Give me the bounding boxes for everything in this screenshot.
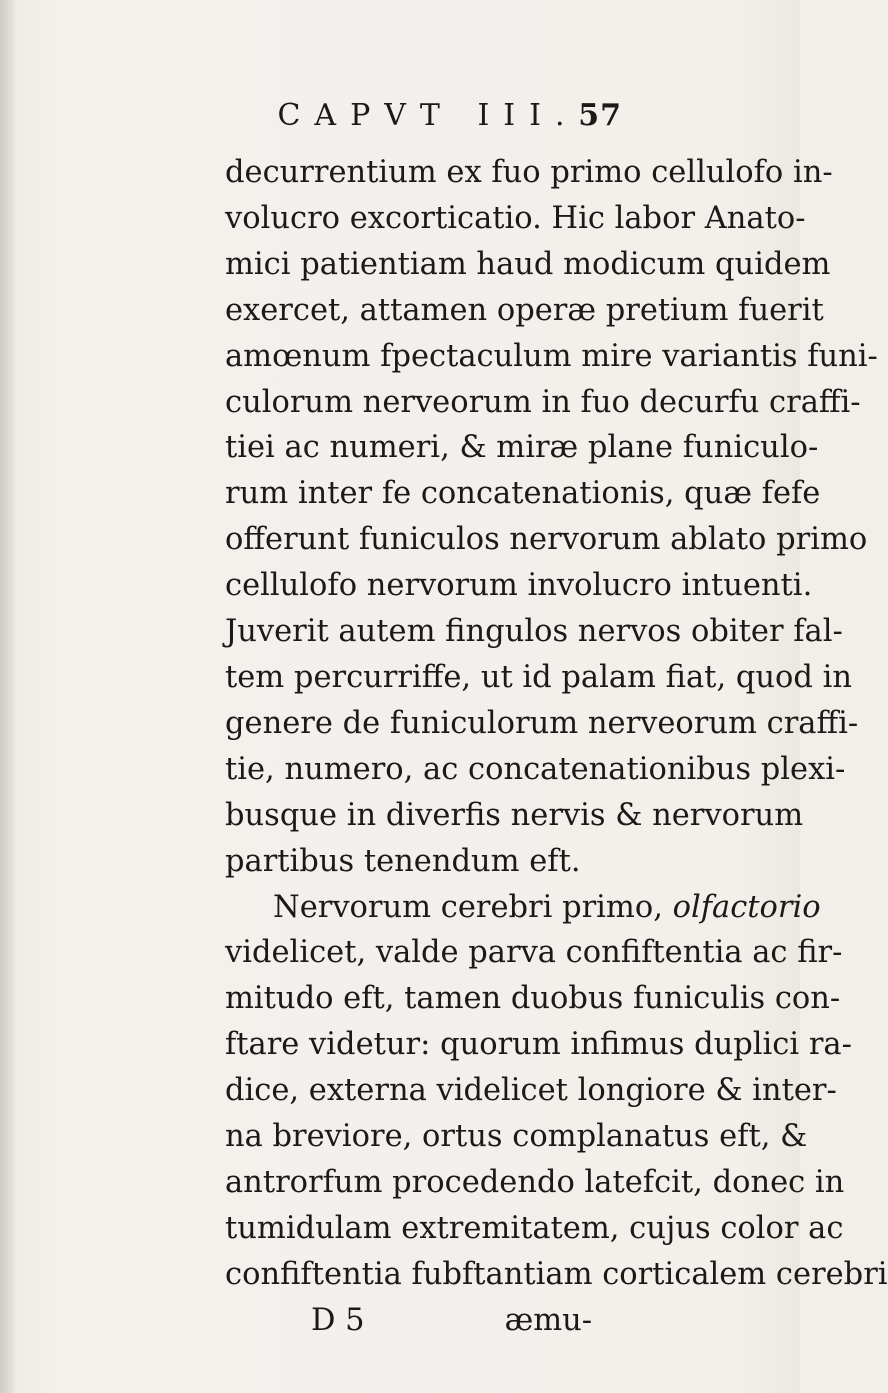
text-line: partibus tenendum eft.: [225, 843, 581, 879]
text-line: antrorfum procedendo latefcit, donec in: [225, 1164, 845, 1200]
signature-mark: D 5: [311, 1302, 365, 1338]
text-line: decurrentium ex fuo primo cellulofo in-: [225, 155, 833, 190]
text-line: tiei ac numeri, & miræ plane funiculo-: [225, 430, 819, 466]
paragraph-first-line: [225, 885, 821, 931]
text-line: na breviore, ortus complanatus eft, &: [225, 1119, 808, 1155]
text-line: tie, numero, ac concatenationibus plexi-: [225, 751, 846, 787]
text-line: exercet, attamen operæ pretium fuerit: [225, 292, 824, 328]
page-number: 57: [578, 98, 622, 133]
text-line: volucro excorticatio. Hic labor Anato-: [225, 200, 806, 236]
page-footer: [225, 1298, 705, 1344]
body-text: [225, 150, 888, 1344]
page-header: [0, 98, 800, 150]
text-line: dice, externa videlicet longiore & inter-: [225, 1073, 837, 1109]
text-line: offerunt funiculos nervorum ablato primo: [225, 522, 868, 558]
text-line: busque in diverfis nervis & nervorum: [225, 797, 804, 833]
running-head: CAPVT III.: [277, 98, 579, 133]
text-line: videlicet, valde parva confiftentia ac fir-: [225, 935, 843, 971]
text-line: rum inter fe concatenationis, quæ fefe: [225, 476, 821, 512]
text-line: confiftentia fubftantiam corticalem cerebri: [225, 1256, 888, 1292]
text-line: culorum nerveorum in fuo decurfu craffi-: [225, 384, 861, 420]
text-line: genere de funiculorum nerveorum craffi-: [225, 705, 859, 741]
text-line: cellulofo nervorum involucro intuenti.: [225, 568, 813, 604]
text-line: ftare videtur: quorum infimus duplici ra-: [225, 1027, 852, 1063]
text-line: Juverit autem fingulos nervos obiter fal-: [225, 614, 843, 650]
text-line: tumidulam extremitatem, cujus color ac: [225, 1210, 844, 1246]
catchword: æmu-: [504, 1302, 593, 1338]
text-line: tem percurriffe, ut id palam fiat, quod in: [225, 659, 852, 695]
text-line: mitudo eft, tamen duobus funiculis con-: [225, 981, 841, 1017]
text-line: amœnum fpectaculum mire variantis funi-: [225, 338, 878, 374]
page-binding-edge: [0, 0, 14, 1393]
text-run: Nervorum cerebri primo,: [273, 889, 663, 925]
text-line: mici patientiam haud modicum quidem: [225, 246, 831, 282]
italic-term: olfactorio: [672, 889, 821, 925]
